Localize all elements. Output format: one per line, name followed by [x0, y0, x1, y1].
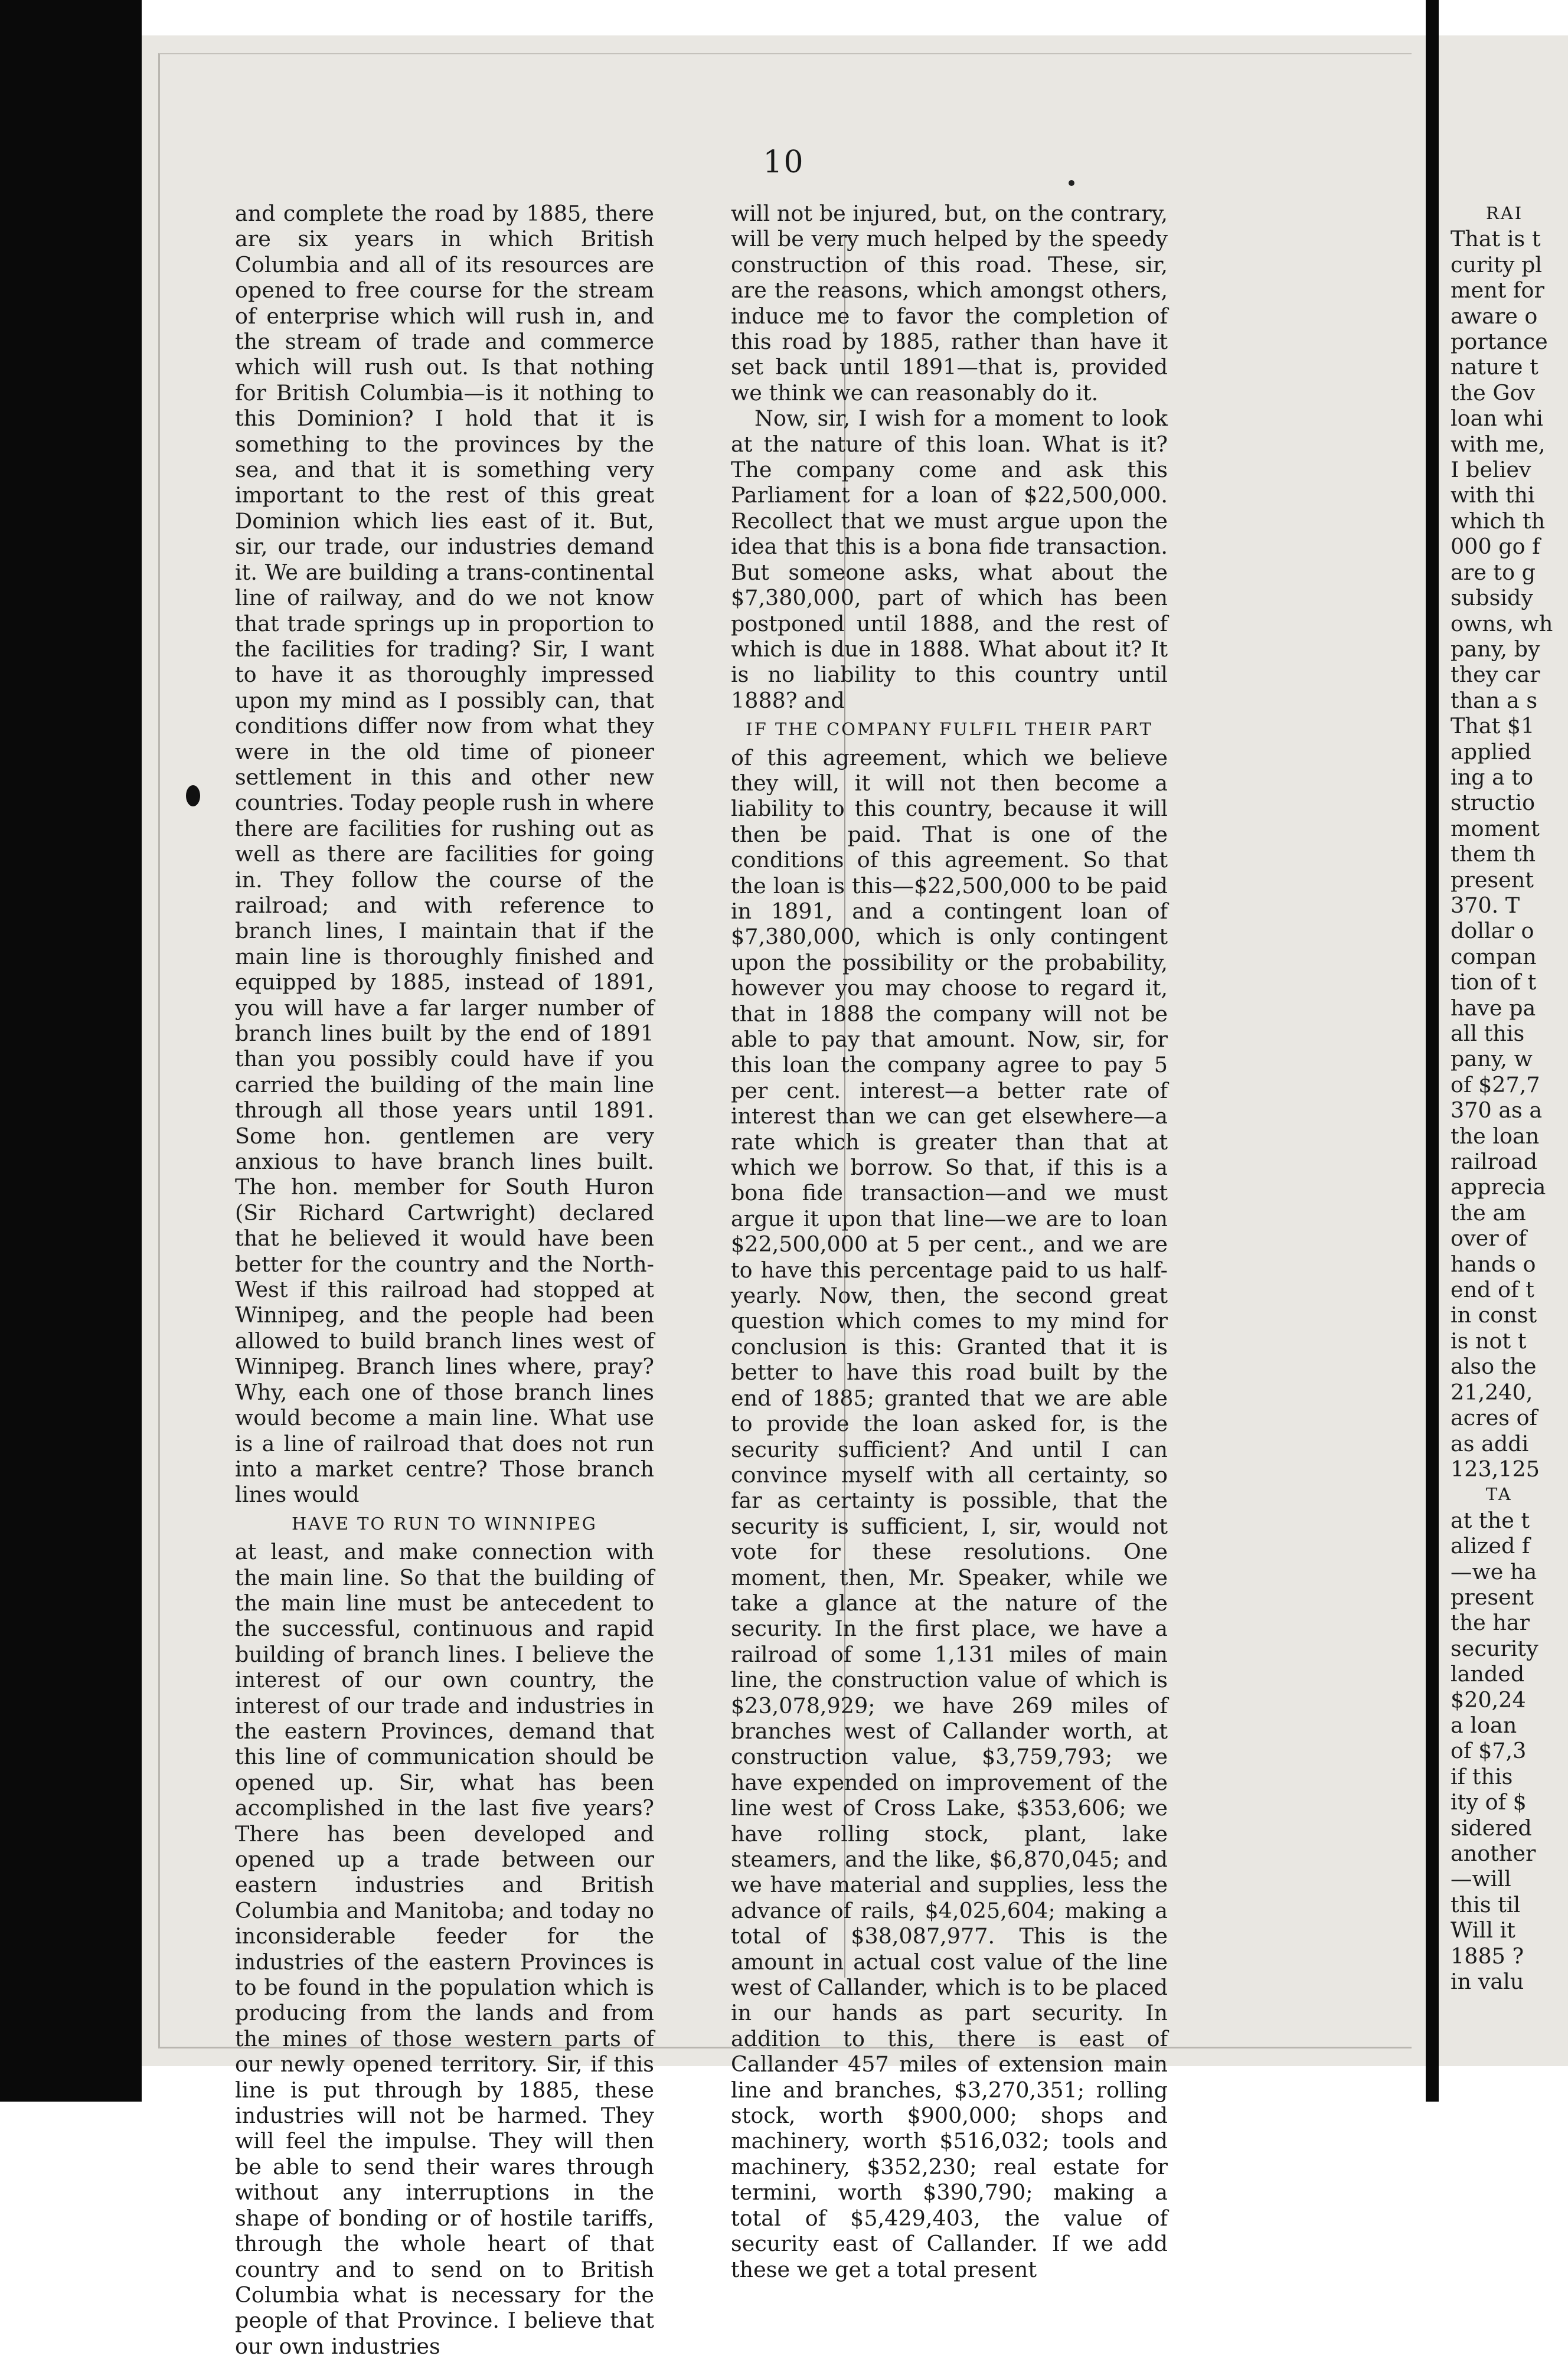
next-page-line: of $7,3	[1451, 1738, 1527, 1764]
next-page-line: applied	[1451, 739, 1531, 764]
scan-page-gap	[1426, 0, 1439, 2102]
right-subhead: IF THE COMPANY FULFIL THEIR PART	[746, 719, 1153, 740]
next-page-line: curity pl	[1451, 251, 1543, 277]
next-page-column	[1451, 201, 1568, 1994]
next-page-line: compan	[1451, 943, 1537, 969]
next-page-line: nature t	[1451, 354, 1538, 380]
ink-speck	[1069, 180, 1074, 186]
next-page-line: is not t	[1451, 1328, 1527, 1354]
next-page-line: 21,240,	[1451, 1379, 1533, 1405]
next-page-line: structio	[1451, 790, 1536, 816]
page-number: 10	[763, 145, 805, 180]
left-subhead: HAVE TO RUN TO WINNIPEG	[292, 1513, 597, 1534]
scan-margin-left	[0, 0, 142, 2102]
next-page-line: which th	[1451, 508, 1546, 534]
next-page-line: at the t	[1451, 1507, 1530, 1533]
next-page-line: with me,	[1451, 431, 1546, 457]
ink-blot	[186, 785, 200, 806]
right-paragraph-2: Now, sir, I wish for a moment to look at the nature of this loan. What is it? The company come and ask this Parliament for a loan of $22,500,000. Recollect that we must argue upon the idea that this is a bona fide transaction. But someone asks, what about the $7,380,000, part of which has been postponed until 1888, and the rest of which is due in 1888. What about it? It is no liability to this country until 1888? and	[731, 406, 1168, 713]
next-page-line: moment	[1451, 815, 1540, 841]
next-page-line: acres of	[1451, 1405, 1538, 1431]
next-page-line: 123,125	[1451, 1456, 1540, 1482]
next-page-line: they car	[1451, 662, 1540, 688]
next-page-line: subsidy	[1451, 585, 1533, 611]
left-column	[235, 201, 654, 2359]
right-paragraph-3: of this agreement, which we believe they will, it will not then become a liability to this country, because it will then be paid. That is one of the conditions of this agreement. So that the loan is this—$22,500,000 to be paid in 1891, and a contingent loan of $7,380,000, which is only contingent upon the possibility or the probability, however you may choose to regard it, that in 1888 the company will not be able to pay that amount. Now, sir, for this loan the company agree to pay 5 per cent. interest—a better rate of interest than we can get elsewhere—a rate which is greater than that at which we borrow. So that, if this is a bona fide transaction—and we must argue it upon that line—we are to loan $22,500,000 at 5 per cent., and we are to have this percentage paid to us half-yearly. Now, then, the second great question which comes to my mind for conclusion is this: Granted that it is better to have this road built by the end of 1885; granted that we are able to provide the loan asked for, is the security sufficient? And until I can convince myself with all certainty, so far as certainty is possible, that the security is sufficient, I, sir, would not vote for these resolutions. One moment, then, Mr. Speaker, while we take a glance at the nature of the security. In the first place, we have a railroad of some 1,131 miles of main line, the construction value of which is $23,078,929; we have 269 miles of branches west of Callander worth, at construction value, $3,759,793; we have expended on improvement of the line west of Cross Lake, $353,606; we have rolling stock, plant, lake steamers, and the like, $6,870,045; and we have material and supplies, less the advance of rails, $4,025,604; making a total of $38,087,977. This is the amount in actual cost value of the line west of Callander, which is to be placed in our hands as part security. In addition to this, there is east of Callander 457 miles of extension main line and branches, $3,270,351; rolling stock, worth $900,000; shops and machinery, worth $516,032; tools and machinery, $352,230; real estate for termini, worth $390,790; making a total of $5,429,403, the value of security east of Callander. If we add these we get a total present	[731, 744, 1168, 2282]
next-page-line: present	[1451, 1584, 1534, 1610]
right-column	[731, 201, 1168, 2282]
next-page-line: railroad	[1451, 1149, 1538, 1175]
next-page-line: are to g	[1451, 559, 1536, 585]
next-page-fragment	[1439, 35, 1568, 2066]
next-page-line: pany, by	[1451, 636, 1540, 662]
next-page-line: security	[1451, 1635, 1538, 1661]
next-page-line: them th	[1451, 841, 1536, 867]
next-page-line: That $1	[1451, 713, 1535, 739]
next-page-line: hands o	[1451, 1251, 1536, 1277]
next-page-line: over of	[1451, 1226, 1527, 1252]
next-page-line: if this	[1451, 1763, 1513, 1789]
right-paragraph-1: will not be injured, but, on the contrary, will be very much helped by the speedy construction of this road. These, sir, are the reasons, which amongst others, induce me to favor the completion of this road by 1885, rather than have it set back until 1891—that is, provided we think we can reasonably do it.	[731, 201, 1168, 406]
next-page-line: alized f	[1451, 1533, 1530, 1559]
left-paragraph-2: at least, and make connection with the main line. So that the building of the main line must be antecedent to the successful, continuous and rapid building of branch lines. I believe the interest of our own country, the interest of our trade and industries in the eastern Provinces, demand that this line of communication should be opened up. Sir, what has been accomplished in the last five years? There has been developed and opened up a trade between our eastern industries and British Columbia and Manitoba; and today no inconsiderable feeder for the industries of the eastern Provinces is to be found in the population which is producing from the lands and from the mines of those western parts of our newly opened territory. Sir, if this line is put through by 1885, these industries will not be harmed. They will feel the impulse. They will then be able to send their wares through without any interruptions in the shape of bonding or of hostile tariffs, through the whole heart of that country and to send on to British Columbia what is necessary for the people of that Province. I believe that our own industries	[235, 1539, 654, 2359]
next-page-line: ment for	[1451, 277, 1544, 303]
next-page-line: all this	[1451, 1021, 1525, 1046]
next-page-line: owns, wh	[1451, 610, 1553, 636]
next-page-line: landed	[1451, 1661, 1525, 1687]
next-page-line: 1885 ?	[1451, 1943, 1524, 1969]
next-page-line: tion of t	[1451, 969, 1537, 995]
next-page-line: —will	[1451, 1866, 1511, 1892]
next-page-head: RAI	[1486, 203, 1524, 223]
next-page-line: than a s	[1451, 687, 1538, 713]
next-page-line: the am	[1451, 1200, 1526, 1226]
next-page-line: with thi	[1451, 482, 1535, 508]
next-page-line: sidered	[1451, 1815, 1532, 1841]
next-page-line: as addi	[1451, 1430, 1529, 1456]
next-page-line: end of t	[1451, 1277, 1534, 1303]
next-page-line: aware o	[1451, 303, 1538, 329]
next-page-line: also the	[1451, 1354, 1537, 1380]
next-page-line: dollar o	[1451, 918, 1534, 944]
next-page-line: That is t	[1451, 226, 1541, 252]
next-page-line: apprecia	[1451, 1174, 1546, 1200]
next-page-line: pany, w	[1451, 1046, 1533, 1072]
next-page-line: $20,24	[1451, 1687, 1526, 1713]
next-page-head-2: TA	[1486, 1484, 1513, 1505]
next-page-line: 000 go f	[1451, 534, 1540, 560]
next-page-line: a loan	[1451, 1712, 1517, 1738]
next-page-line: in valu	[1451, 1969, 1524, 1995]
next-page-line: of $27,7	[1451, 1071, 1540, 1097]
next-page-line: loan whi	[1451, 406, 1543, 432]
next-page-line: in const	[1451, 1302, 1537, 1328]
next-page-line: —we ha	[1451, 1558, 1537, 1584]
next-page-line: I believ	[1451, 457, 1531, 483]
left-paragraph-1: and complete the road by 1885, there are six years in which British Columbia and all of its resources are opened to free course for the stream of enterprise which will rush in, and the stream of trade and commerce which will rush out. Is that nothing for British Columbia—is it nothing to this Dominion? I hold that it is something to the provinces by the sea, and that it is something very important to the rest of this great Dominion which lies east of it. But, sir, our trade, our industries demand it. We are building a trans-continental line of railway, and do we not know that trade springs up in proportion to the facilities for trading? Sir, I want to have it as thoroughly impressed upon my mind as I possibly can, that conditions differ now from what they were in the old time of pioneer settlement in this and other new countries. Today people rush in where there are facilities for rushing out as well as there are facilities for going in. They follow the course of the railroad; and with reference to branch lines, I maintain that if the main line is thoroughly finished and equipped by 1885, instead of 1891, you will have a far larger number of branch lines built by the end of 1891 than you possibly could have if you carried the building of the main line through all those years until 1891. Some hon. gentlemen are very anxious to have branch lines built. The hon. member for South Huron (Sir Richard Cartwright) declared that he believed it would have been better for the country and the North-West if this railroad had stopped at Winnipeg, and the people had been allowed to build branch lines west of Winnipeg. Branch lines where, pray? Why, each one of those branch lines would become a main line. What use is a line of railroad that does not run into a market centre? Those branch lines would	[235, 201, 654, 1508]
next-page-line: present	[1451, 867, 1534, 893]
next-page-line: ity of $	[1451, 1789, 1527, 1815]
next-page-line: ing a to	[1451, 764, 1534, 790]
next-page-line: the har	[1451, 1610, 1530, 1636]
next-page-line: have pa	[1451, 995, 1536, 1021]
next-page-line: Will it	[1451, 1917, 1515, 1943]
next-page-line: the Gov	[1451, 380, 1536, 406]
next-page-line: this til	[1451, 1891, 1521, 1917]
next-page-line: 370 as a	[1451, 1097, 1543, 1123]
next-page-line: 370. T	[1451, 892, 1520, 918]
next-page-line: the loan	[1451, 1123, 1540, 1149]
next-page-line: portance	[1451, 329, 1548, 355]
next-page-line: another	[1451, 1841, 1536, 1866]
